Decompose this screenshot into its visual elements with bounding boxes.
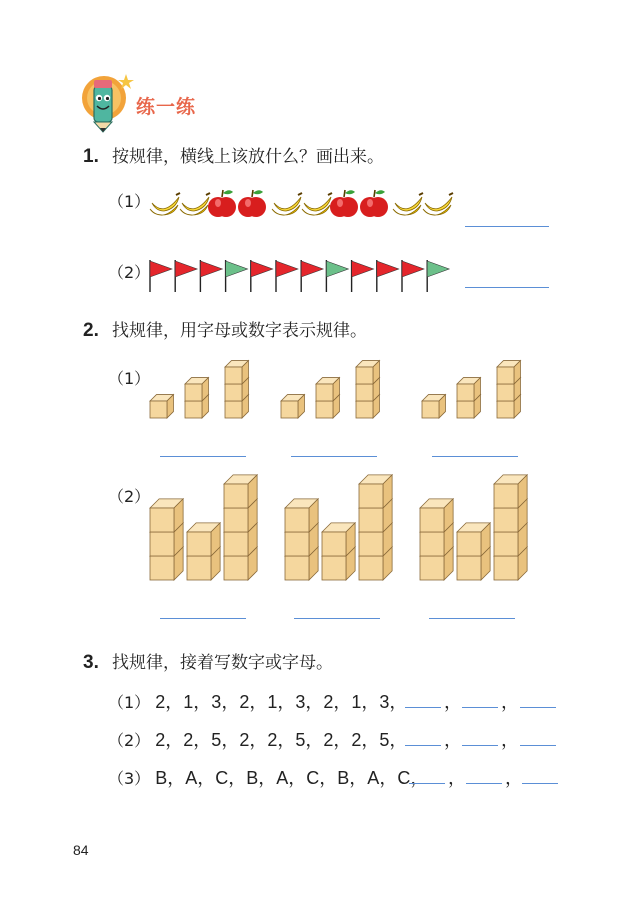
q3-row-3-sequence: B，A，C，B，A，C，B，A，C， <box>155 768 429 788</box>
cube-stack <box>359 475 392 580</box>
q3-row-2 <box>108 726 568 752</box>
q3-row-3-separator-2: ， <box>505 768 523 788</box>
cube-stack <box>494 475 527 580</box>
question-2-number: 2. <box>83 320 99 341</box>
q3-row-1-blank-3[interactable] <box>520 707 556 708</box>
question-3-number: 3. <box>83 652 99 673</box>
cube-stack <box>322 523 355 580</box>
cube-stack <box>457 523 490 580</box>
q3-row-2-blank-3[interactable] <box>520 745 556 746</box>
q3-row-3-blank-1[interactable] <box>409 783 445 784</box>
q1-part2-label: （2） <box>108 263 151 282</box>
q3-row-3 <box>108 764 568 790</box>
cube-stack <box>224 475 257 580</box>
q3-row-3-blank-3[interactable] <box>522 783 558 784</box>
cube-stack <box>187 523 220 580</box>
q2-part2-answer-line-1[interactable] <box>160 618 246 619</box>
q3-row-2-blank-1[interactable] <box>405 745 441 746</box>
q2-part2-answer-line-2[interactable] <box>294 618 380 619</box>
q3-row-1-sequence: 2，1，3，2，1，3，2，1，3， <box>155 692 408 712</box>
cube-stack <box>420 499 453 580</box>
q2-part2-answer-line-3[interactable] <box>429 618 515 619</box>
q3-row-2-separator-2: ， <box>501 730 519 750</box>
question-2-text: 找规律，用字母或数字表示规律。 <box>111 321 367 341</box>
q2-part1-label: （1） <box>108 369 151 388</box>
q3-row-2-label: （2） <box>108 731 151 750</box>
q3-row-1-separator-1: ， <box>444 692 462 712</box>
cube-stack <box>285 499 318 580</box>
section-title: 练一练 <box>136 96 197 118</box>
question-3-heading <box>83 648 333 674</box>
q3-row-2-separator-1: ， <box>444 730 462 750</box>
page-number: 84 <box>73 842 89 858</box>
q3-row-3-label: （3） <box>108 769 151 788</box>
q3-row-1 <box>108 688 568 714</box>
q3-row-3-blank-2[interactable] <box>466 783 502 784</box>
q3-row-2-blank-2[interactable] <box>462 745 498 746</box>
q3-row-2-sequence: 2，2，5，2，2，5，2，2，5， <box>155 730 408 750</box>
q3-row-1-blank-2[interactable] <box>462 707 498 708</box>
q3-row-1-label: （1） <box>108 693 151 712</box>
question-3-text: 找规律，接着写数字或字母。 <box>111 653 333 673</box>
question-1-number: 1. <box>83 146 99 167</box>
q3-row-3-separator-1: ， <box>448 768 466 788</box>
question-1-text: 按规律，横线上该放什么？画出来。 <box>111 147 384 167</box>
q3-row-1-blank-1[interactable] <box>405 707 441 708</box>
q1-part1-label: （1） <box>108 192 151 211</box>
cube-stack <box>150 499 183 580</box>
q3-row-1-separator-2: ， <box>501 692 519 712</box>
q2-part2-label: （2） <box>108 487 151 506</box>
